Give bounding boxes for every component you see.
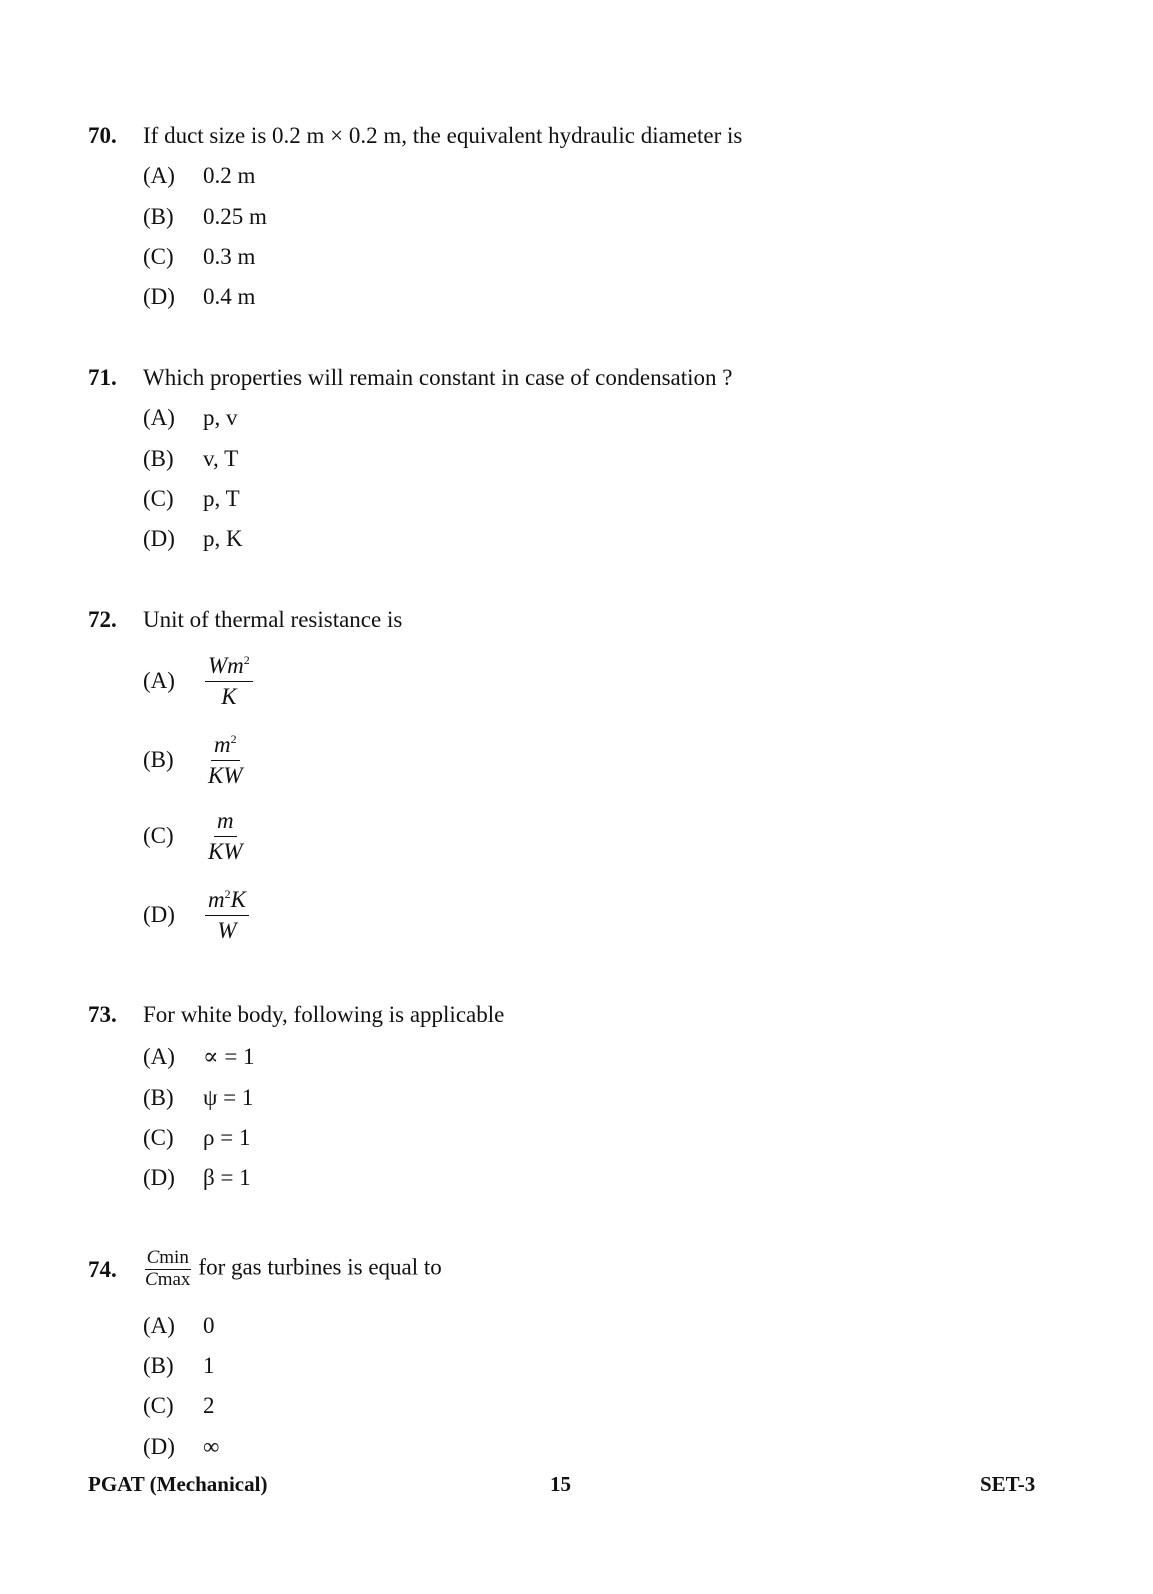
- option-fraction: [205, 808, 246, 864]
- option-c: [143, 244, 255, 270]
- option-label: (A): [143, 405, 175, 430]
- option-text: ∝ = 1: [203, 1044, 255, 1069]
- option-text: ρ = 1: [203, 1125, 251, 1150]
- option-c: [143, 486, 240, 512]
- option-label: (C): [143, 244, 174, 269]
- fraction-numerator: [214, 808, 237, 836]
- numerator-base: m: [208, 887, 225, 913]
- option-label: (D): [143, 902, 175, 927]
- option-label: (B): [143, 1353, 174, 1378]
- question-text: Unit of thermal resistance is: [143, 607, 403, 632]
- option-label: (B): [143, 204, 174, 229]
- numerator-symbol: C: [146, 1247, 160, 1268]
- option-a: [143, 1044, 255, 1070]
- option-c: [143, 1393, 215, 1419]
- numerator-subscript: min: [159, 1247, 189, 1268]
- option-text: β = 1: [203, 1165, 251, 1190]
- question-number: 72.: [88, 607, 117, 632]
- option-label: (A): [143, 668, 175, 693]
- footer-set-code: SET-3: [980, 1472, 1036, 1496]
- fraction-denominator: [143, 1270, 192, 1291]
- option-text: v, T: [203, 446, 239, 471]
- option-d: [143, 284, 255, 310]
- option-a: [143, 163, 255, 189]
- fraction-denominator: KW: [208, 838, 243, 864]
- option-label: (D): [143, 1165, 175, 1190]
- numerator-exponent: 2: [230, 732, 237, 747]
- option-label: (B): [143, 1085, 174, 1110]
- option-a: [143, 1313, 215, 1339]
- denominator-symbol: C: [145, 1268, 158, 1290]
- numerator-tail: K: [230, 887, 246, 913]
- numerator-base: m: [213, 732, 231, 758]
- question-text-body: for gas turbines is equal to: [198, 1254, 442, 1280]
- fraction-numerator: [211, 732, 240, 760]
- fraction-denominator: KW: [208, 762, 243, 788]
- question-text: [143, 1248, 442, 1291]
- option-label: (A): [143, 1313, 175, 1338]
- option-text: ∞: [203, 1434, 220, 1459]
- option-d: [143, 883, 249, 947]
- question-text: For white body, following is applicable: [143, 1002, 505, 1027]
- option-d: [143, 1165, 251, 1191]
- option-a: [143, 649, 253, 713]
- footer-page-number: 15: [550, 1472, 571, 1496]
- option-text: 0: [203, 1313, 215, 1338]
- fraction-denominator: W: [217, 917, 237, 943]
- question-number: 74.: [88, 1257, 117, 1282]
- option-fraction: [205, 653, 253, 709]
- option-label: (C): [143, 823, 174, 848]
- option-label: (B): [143, 747, 174, 772]
- option-b: [143, 1085, 253, 1111]
- numerator-base: m: [216, 808, 234, 834]
- option-text: p, K: [203, 526, 243, 551]
- question-text: If duct size is 0.2 m × 0.2 m, the equivalent hydraulic diameter is: [143, 123, 743, 148]
- option-c: [143, 1125, 250, 1151]
- capacity-ratio-fraction: [143, 1248, 192, 1291]
- question-number: 70.: [88, 123, 117, 148]
- option-b: [143, 728, 246, 792]
- option-fraction: [205, 732, 246, 788]
- option-label: (C): [143, 1125, 174, 1150]
- option-label: (B): [143, 446, 174, 471]
- option-a: [143, 405, 238, 431]
- denominator-subscript: max: [157, 1268, 191, 1290]
- numerator-base: Wm: [208, 653, 244, 679]
- numerator-exponent: 2: [243, 653, 250, 668]
- option-d: [143, 1434, 219, 1460]
- option-label: (C): [143, 486, 174, 511]
- option-text: p, v: [203, 405, 238, 430]
- option-text: 0.25 m: [203, 204, 267, 229]
- option-label: (A): [143, 1044, 175, 1069]
- option-d: [143, 526, 243, 552]
- fraction-denominator: K: [221, 683, 237, 709]
- option-b: [143, 446, 238, 472]
- footer-exam-name: PGAT (Mechanical): [88, 1472, 268, 1496]
- option-label: (D): [143, 284, 175, 309]
- option-text: p, T: [203, 486, 240, 511]
- option-text: 2: [203, 1393, 215, 1418]
- option-label: (C): [143, 1393, 174, 1418]
- option-c: [143, 804, 246, 868]
- option-text: 0.3 m: [203, 244, 256, 269]
- option-text: 0.2 m: [203, 163, 256, 188]
- option-label: (D): [143, 1434, 175, 1459]
- option-fraction: [205, 887, 249, 943]
- question-number: 73.: [88, 1002, 117, 1027]
- fraction-numerator: [145, 1248, 191, 1270]
- option-label: (A): [143, 163, 175, 188]
- option-text: 1: [203, 1353, 215, 1378]
- option-text: ψ = 1: [203, 1085, 254, 1110]
- option-b: [143, 204, 267, 230]
- option-b: [143, 1353, 215, 1379]
- option-label: (D): [143, 526, 175, 551]
- numerator-exponent: 2: [224, 887, 231, 902]
- option-text: 0.4 m: [203, 284, 256, 309]
- question-number: 71.: [88, 365, 117, 390]
- question-text: Which properties will remain constant in case of condensation ?: [143, 365, 733, 390]
- fraction-numerator: [205, 887, 249, 915]
- fraction-numerator: [205, 653, 253, 681]
